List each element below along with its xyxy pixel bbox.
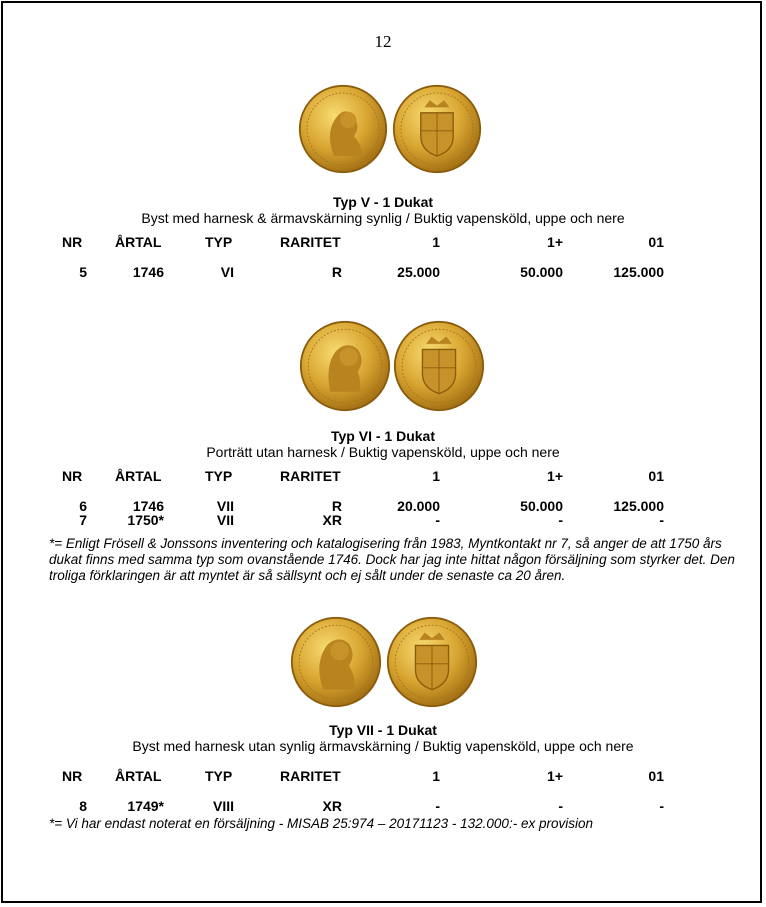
coin-reverse-icon xyxy=(386,616,478,708)
cell-artal: 1746 xyxy=(132,264,164,280)
header-grade-01: 01 xyxy=(648,234,664,250)
cell-raritet: R xyxy=(331,264,342,280)
coin-reverse-icon xyxy=(392,84,482,174)
cell-artal: 1746 xyxy=(132,498,164,514)
cell-typ: VI xyxy=(220,264,234,280)
page-number: 12 xyxy=(374,32,392,51)
section-title: Typ VI - 1 Dukat xyxy=(331,428,435,444)
table-header xyxy=(0,234,766,250)
cell-grade-1plus: 50.000 xyxy=(520,498,563,514)
coin-images xyxy=(0,616,766,716)
table-header xyxy=(0,768,766,784)
coin-images xyxy=(0,320,766,420)
table-header xyxy=(0,468,766,484)
coin-images xyxy=(0,84,766,184)
table-row xyxy=(0,514,766,527)
cell-grade-01: 125.000 xyxy=(613,498,664,514)
cell-raritet: R xyxy=(331,498,342,514)
table-row xyxy=(0,498,766,514)
coin-obverse-icon xyxy=(299,320,391,412)
section-subtitle: Byst med harnesk & ärmavskärning synlig / Buktig vapensköld, uppe och nere xyxy=(141,210,625,226)
cell-typ: VIII xyxy=(212,798,234,814)
table-row xyxy=(0,264,766,280)
table-row xyxy=(0,798,766,814)
header-typ: TYP xyxy=(205,768,233,784)
section-subtitle: Porträtt utan harnesk / Buktig vapensköld, uppe och nere xyxy=(206,444,560,460)
cell-grade-1plus: - xyxy=(558,512,563,528)
cell-raritet: XR xyxy=(322,798,342,814)
cell-raritet: XR xyxy=(322,512,342,528)
header-grade-1plus: 1+ xyxy=(547,768,563,784)
cell-artal: 1750* xyxy=(127,512,164,528)
header-grade-1plus: 1+ xyxy=(547,234,563,250)
header-typ: TYP xyxy=(205,468,233,484)
header-grade-1: 1 xyxy=(432,234,440,250)
header-artal: ÅRTAL xyxy=(115,768,162,784)
header-nr: NR xyxy=(62,768,83,784)
cell-grade-1: - xyxy=(435,512,440,528)
header-artal: ÅRTAL xyxy=(115,234,162,250)
header-nr: NR xyxy=(62,234,83,250)
cell-nr: 5 xyxy=(79,264,87,280)
header-grade-01: 01 xyxy=(648,768,664,784)
coin-reverse-icon xyxy=(393,320,485,412)
coin-obverse-icon xyxy=(298,84,388,174)
section-typ-vii xyxy=(0,616,766,814)
cell-typ: VII xyxy=(216,512,234,528)
header-nr: NR xyxy=(62,468,83,484)
coin-obverse-icon xyxy=(290,616,382,708)
cell-grade-1: 25.000 xyxy=(397,264,440,280)
header-typ: TYP xyxy=(205,234,233,250)
cell-grade-1plus: 50.000 xyxy=(520,264,563,280)
cell-grade-01: 125.000 xyxy=(613,264,664,280)
header-grade-1: 1 xyxy=(432,468,440,484)
cell-grade-1plus: - xyxy=(558,798,563,814)
cell-grade-01: - xyxy=(659,798,664,814)
cell-nr: 6 xyxy=(79,498,87,514)
footnote: *= Vi har endast noterat en försäljning - MISAB 25:974 – 20171123 - 132.000:- ex provision xyxy=(49,816,593,831)
cell-grade-1: - xyxy=(435,798,440,814)
header-grade-1: 1 xyxy=(432,768,440,784)
header-grade-01: 01 xyxy=(648,468,664,484)
header-artal: ÅRTAL xyxy=(115,468,162,484)
cell-artal: 1749* xyxy=(127,798,164,814)
cell-typ: VII xyxy=(216,498,234,514)
header-raritet: RARITET xyxy=(280,768,341,784)
header-raritet: RARITET xyxy=(280,468,341,484)
cell-grade-1: 20.000 xyxy=(397,498,440,514)
header-raritet: RARITET xyxy=(280,234,341,250)
cell-nr: 7 xyxy=(79,512,87,528)
section-typ-v xyxy=(0,84,766,280)
section-title: Typ V - 1 Dukat xyxy=(332,194,434,210)
section-typ-vi xyxy=(0,320,766,527)
section-subtitle: Byst med harnesk utan synlig ärmavskärning / Buktig vapensköld, uppe och nere xyxy=(132,738,634,754)
footnote: *= Enligt Frösell & Jonssons inventering och katalogisering från 1983, Myntkontakt nr 7, så anger de att 1750 års dukat finns med samma typ som ovanstående 1746. Dock har jag inte hittat någon försäljning som styrker det. Den troliga förklaringen är att myntet är så sällsynt och ej sålt under de senaste ca 20 åren. xyxy=(49,536,735,583)
cell-nr: 8 xyxy=(79,798,87,814)
section-title: Typ VII - 1 Dukat xyxy=(329,722,437,738)
header-grade-1plus: 1+ xyxy=(547,468,563,484)
cell-grade-01: - xyxy=(659,512,664,528)
